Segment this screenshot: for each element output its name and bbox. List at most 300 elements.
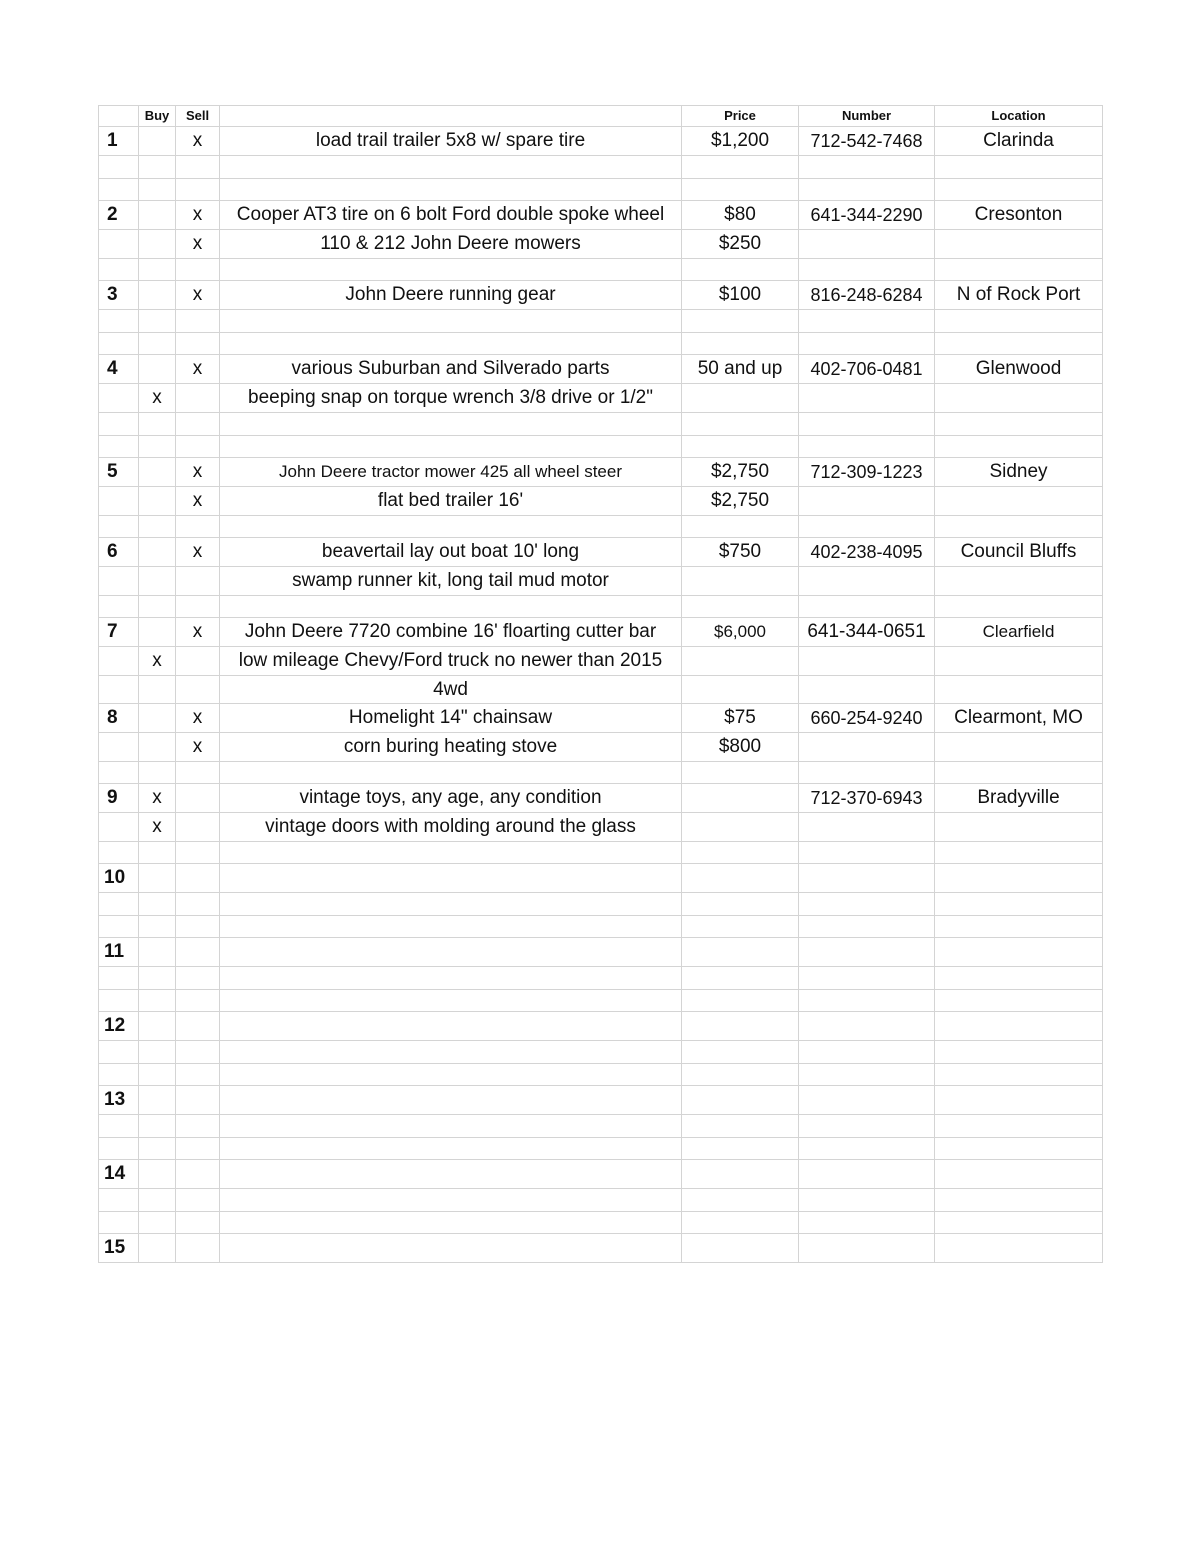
header-cell-number — [99, 106, 139, 127]
location-cell: Cresonton — [935, 201, 1103, 230]
phone-number-cell — [799, 1138, 935, 1160]
entry-number-cell: 12 — [99, 1012, 139, 1041]
sell-mark-cell: x — [176, 733, 220, 762]
description-cell — [220, 516, 682, 538]
entry-number-cell: 7 — [99, 618, 139, 647]
phone-number-cell — [799, 647, 935, 676]
price-cell — [682, 259, 799, 281]
description-cell — [220, 259, 682, 281]
table-row — [99, 1138, 1103, 1160]
buy-mark-cell — [139, 762, 176, 784]
location-cell — [935, 596, 1103, 618]
buy-mark-cell — [139, 676, 176, 704]
table-row — [99, 938, 1103, 967]
description-cell — [220, 436, 682, 458]
phone-number-cell — [799, 1160, 935, 1189]
header-cell-price: Price — [682, 106, 799, 127]
table-row — [99, 990, 1103, 1012]
entry-number-cell — [99, 1064, 139, 1086]
phone-number-cell — [799, 893, 935, 916]
location-cell — [935, 179, 1103, 201]
phone-number-cell: 402-238-4095 — [799, 538, 935, 567]
table-row — [99, 1234, 1103, 1263]
phone-number-cell: 660-254-9240 — [799, 704, 935, 733]
price-cell: 50 and up — [682, 355, 799, 384]
price-cell: $2,750 — [682, 487, 799, 516]
description-cell — [220, 1115, 682, 1138]
sell-mark-cell — [176, 967, 220, 990]
table-row — [99, 1064, 1103, 1086]
price-cell — [682, 1138, 799, 1160]
sell-mark-cell: x — [176, 355, 220, 384]
location-cell — [935, 967, 1103, 990]
sell-mark-cell — [176, 1041, 220, 1064]
price-cell: $800 — [682, 733, 799, 762]
table-row — [99, 1212, 1103, 1234]
sell-mark-cell — [176, 384, 220, 413]
description-cell: swamp runner kit, long tail mud motor — [220, 567, 682, 596]
table-row — [99, 156, 1103, 179]
sell-mark-cell — [176, 259, 220, 281]
entry-number-cell — [99, 259, 139, 281]
entry-number-cell: 2 — [99, 201, 139, 230]
entry-number-cell — [99, 1189, 139, 1212]
sell-mark-cell: x — [176, 487, 220, 516]
description-cell — [220, 1138, 682, 1160]
location-cell: Clearfield — [935, 618, 1103, 647]
phone-number-cell — [799, 1115, 935, 1138]
sell-mark-cell — [176, 1212, 220, 1234]
price-cell — [682, 864, 799, 893]
phone-number-cell — [799, 436, 935, 458]
description-cell: load trail trailer 5x8 w/ spare tire — [220, 127, 682, 156]
location-cell: Glenwood — [935, 355, 1103, 384]
price-cell: $750 — [682, 538, 799, 567]
sell-mark-cell: x — [176, 458, 220, 487]
description-cell: flat bed trailer 16' — [220, 487, 682, 516]
phone-number-cell — [799, 967, 935, 990]
location-cell — [935, 487, 1103, 516]
sell-mark-cell — [176, 1012, 220, 1041]
entry-number-cell: 10 — [99, 864, 139, 893]
location-cell — [935, 516, 1103, 538]
location-cell — [935, 842, 1103, 864]
location-cell — [935, 230, 1103, 259]
phone-number-cell — [799, 762, 935, 784]
price-cell — [682, 384, 799, 413]
description-cell: Cooper AT3 tire on 6 bolt Ford double spoke wheel — [220, 201, 682, 230]
price-cell: $80 — [682, 201, 799, 230]
buy-mark-cell — [139, 1212, 176, 1234]
description-cell: vintage doors with molding around the glass — [220, 813, 682, 842]
location-cell — [935, 990, 1103, 1012]
price-cell: $1,200 — [682, 127, 799, 156]
buy-mark-cell: x — [139, 813, 176, 842]
price-cell — [682, 842, 799, 864]
table-row — [99, 516, 1103, 538]
table-row — [99, 916, 1103, 938]
sell-mark-cell — [176, 436, 220, 458]
entry-number-cell — [99, 567, 139, 596]
buy-mark-cell — [139, 281, 176, 310]
buy-mark-cell — [139, 733, 176, 762]
buy-mark-cell — [139, 156, 176, 179]
phone-number-cell: 816-248-6284 — [799, 281, 935, 310]
price-cell — [682, 647, 799, 676]
sell-mark-cell: x — [176, 704, 220, 733]
price-cell — [682, 156, 799, 179]
buy-mark-cell — [139, 538, 176, 567]
phone-number-cell — [799, 310, 935, 333]
entry-number-cell — [99, 1212, 139, 1234]
entry-number-cell — [99, 916, 139, 938]
table-row — [99, 487, 1103, 516]
location-cell — [935, 1012, 1103, 1041]
sell-mark-cell — [176, 310, 220, 333]
description-cell — [220, 1212, 682, 1234]
header-cell-buy: Buy — [139, 106, 176, 127]
sell-mark-cell — [176, 179, 220, 201]
listings-table-body — [99, 106, 1103, 1263]
price-cell — [682, 893, 799, 916]
buy-mark-cell — [139, 333, 176, 355]
buy-mark-cell — [139, 1086, 176, 1115]
location-cell — [935, 259, 1103, 281]
price-cell — [682, 516, 799, 538]
entry-number-cell — [99, 384, 139, 413]
table-row — [99, 436, 1103, 458]
description-cell — [220, 864, 682, 893]
buy-mark-cell — [139, 1115, 176, 1138]
phone-number-cell: 712-309-1223 — [799, 458, 935, 487]
description-cell: Homelight 14" chainsaw — [220, 704, 682, 733]
price-cell — [682, 967, 799, 990]
entry-number-cell: 5 — [99, 458, 139, 487]
price-cell — [682, 1234, 799, 1263]
description-cell — [220, 1041, 682, 1064]
location-cell: N of Rock Port — [935, 281, 1103, 310]
table-row — [99, 355, 1103, 384]
location-cell — [935, 893, 1103, 916]
sell-mark-cell — [176, 762, 220, 784]
description-cell: 110 & 212 John Deere mowers — [220, 230, 682, 259]
entry-number-cell: 6 — [99, 538, 139, 567]
sell-mark-cell — [176, 864, 220, 893]
table-row — [99, 413, 1103, 436]
phone-number-cell — [799, 938, 935, 967]
description-cell — [220, 762, 682, 784]
phone-number-cell — [799, 1234, 935, 1263]
table-row — [99, 1189, 1103, 1212]
price-cell — [682, 990, 799, 1012]
entry-number-cell — [99, 1041, 139, 1064]
table-row — [99, 1012, 1103, 1041]
entry-number-cell — [99, 676, 139, 704]
entry-number-cell: 4 — [99, 355, 139, 384]
price-cell: $75 — [682, 704, 799, 733]
phone-number-cell — [799, 1086, 935, 1115]
entry-number-cell — [99, 967, 139, 990]
entry-number-cell — [99, 1138, 139, 1160]
entry-number-cell — [99, 230, 139, 259]
location-cell — [935, 864, 1103, 893]
description-cell — [220, 333, 682, 355]
buy-mark-cell — [139, 127, 176, 156]
sell-mark-cell — [176, 1160, 220, 1189]
description-cell — [220, 1012, 682, 1041]
buy-mark-cell — [139, 201, 176, 230]
price-cell — [682, 813, 799, 842]
price-cell: $2,750 — [682, 458, 799, 487]
phone-number-cell — [799, 413, 935, 436]
sell-mark-cell — [176, 1234, 220, 1263]
phone-number-cell — [799, 1041, 935, 1064]
location-cell — [935, 384, 1103, 413]
description-cell — [220, 179, 682, 201]
price-cell — [682, 1041, 799, 1064]
location-cell — [935, 647, 1103, 676]
location-cell: Council Bluffs — [935, 538, 1103, 567]
buy-mark-cell: x — [139, 647, 176, 676]
table-row — [99, 179, 1103, 201]
table-row — [99, 310, 1103, 333]
sell-mark-cell — [176, 842, 220, 864]
phone-number-cell: 712-370-6943 — [799, 784, 935, 813]
table-row — [99, 813, 1103, 842]
header-cell-phone-number: Number — [799, 106, 935, 127]
description-cell: beavertail lay out boat 10' long — [220, 538, 682, 567]
phone-number-cell — [799, 179, 935, 201]
location-cell — [935, 762, 1103, 784]
location-cell: Clearmont, MO — [935, 704, 1103, 733]
phone-number-cell — [799, 916, 935, 938]
description-cell — [220, 413, 682, 436]
sell-mark-cell — [176, 893, 220, 916]
description-cell — [220, 916, 682, 938]
table-row — [99, 201, 1103, 230]
phone-number-cell — [799, 1064, 935, 1086]
location-cell — [935, 1189, 1103, 1212]
price-cell — [682, 413, 799, 436]
sell-mark-cell: x — [176, 127, 220, 156]
entry-number-cell — [99, 733, 139, 762]
location-cell — [935, 567, 1103, 596]
header-cell-sell: Sell — [176, 106, 220, 127]
description-cell — [220, 310, 682, 333]
table-row — [99, 230, 1103, 259]
phone-number-cell — [799, 864, 935, 893]
description-cell: low mileage Chevy/Ford truck no newer than 2015 — [220, 647, 682, 676]
description-cell — [220, 990, 682, 1012]
entry-number-cell: 14 — [99, 1160, 139, 1189]
sell-mark-cell — [176, 647, 220, 676]
buy-mark-cell — [139, 938, 176, 967]
table-row — [99, 127, 1103, 156]
description-cell: John Deere tractor mower 425 all wheel steer — [220, 458, 682, 487]
location-cell — [935, 1115, 1103, 1138]
sell-mark-cell — [176, 1064, 220, 1086]
sell-mark-cell — [176, 413, 220, 436]
buy-mark-cell — [139, 916, 176, 938]
entry-number-cell: 1 — [99, 127, 139, 156]
sell-mark-cell — [176, 1189, 220, 1212]
header-cell-description — [220, 106, 682, 127]
description-cell: corn buring heating stove — [220, 733, 682, 762]
entry-number-cell — [99, 893, 139, 916]
table-row — [99, 1086, 1103, 1115]
buy-mark-cell: x — [139, 784, 176, 813]
description-cell — [220, 1160, 682, 1189]
phone-number-cell: 402-706-0481 — [799, 355, 935, 384]
phone-number-cell — [799, 567, 935, 596]
phone-number-cell — [799, 384, 935, 413]
description-cell — [220, 156, 682, 179]
entry-number-cell — [99, 487, 139, 516]
phone-number-cell — [799, 1212, 935, 1234]
location-cell — [935, 916, 1103, 938]
buy-mark-cell — [139, 259, 176, 281]
table-row — [99, 281, 1103, 310]
table-row — [99, 259, 1103, 281]
location-cell: Clarinda — [935, 127, 1103, 156]
phone-number-cell — [799, 1012, 935, 1041]
entry-number-cell — [99, 813, 139, 842]
buy-mark-cell — [139, 355, 176, 384]
sell-mark-cell — [176, 813, 220, 842]
location-cell — [935, 333, 1103, 355]
sell-mark-cell: x — [176, 230, 220, 259]
header-cell-location: Location — [935, 106, 1103, 127]
table-row — [99, 967, 1103, 990]
phone-number-cell — [799, 733, 935, 762]
table-row — [99, 1160, 1103, 1189]
description-cell: beeping snap on torque wrench 3/8 drive or 1/2" — [220, 384, 682, 413]
phone-number-cell — [799, 487, 935, 516]
entry-number-cell: 11 — [99, 938, 139, 967]
description-cell — [220, 967, 682, 990]
price-cell — [682, 567, 799, 596]
price-cell — [682, 762, 799, 784]
location-cell — [935, 1212, 1103, 1234]
phone-number-cell: 712-542-7468 — [799, 127, 935, 156]
buy-mark-cell — [139, 618, 176, 647]
buy-mark-cell — [139, 596, 176, 618]
entry-number-cell — [99, 647, 139, 676]
sell-mark-cell: x — [176, 201, 220, 230]
location-cell — [935, 1041, 1103, 1064]
table-row — [99, 676, 1103, 704]
description-cell: John Deere running gear — [220, 281, 682, 310]
price-cell — [682, 916, 799, 938]
sell-mark-cell — [176, 567, 220, 596]
table-row — [99, 538, 1103, 567]
buy-mark-cell — [139, 179, 176, 201]
phone-number-cell — [799, 842, 935, 864]
table-row — [99, 333, 1103, 355]
description-cell — [220, 842, 682, 864]
buy-mark-cell — [139, 487, 176, 516]
description-cell — [220, 1086, 682, 1115]
entry-number-cell — [99, 436, 139, 458]
buy-mark-cell — [139, 1064, 176, 1086]
buy-mark-cell — [139, 1160, 176, 1189]
phone-number-cell — [799, 813, 935, 842]
sell-mark-cell: x — [176, 618, 220, 647]
location-cell: Sidney — [935, 458, 1103, 487]
table-row — [99, 618, 1103, 647]
entry-number-cell — [99, 333, 139, 355]
buy-mark-cell — [139, 842, 176, 864]
price-cell: $6,000 — [682, 618, 799, 647]
location-cell — [935, 1138, 1103, 1160]
location-cell — [935, 938, 1103, 967]
phone-number-cell — [799, 333, 935, 355]
entry-number-cell — [99, 842, 139, 864]
entry-number-cell: 9 — [99, 784, 139, 813]
price-cell — [682, 333, 799, 355]
entry-number-cell — [99, 596, 139, 618]
description-cell: various Suburban and Silverado parts — [220, 355, 682, 384]
buy-mark-cell — [139, 230, 176, 259]
table-row — [99, 1115, 1103, 1138]
price-cell — [682, 938, 799, 967]
buy-mark-cell — [139, 864, 176, 893]
sell-mark-cell — [176, 596, 220, 618]
sell-mark-cell — [176, 938, 220, 967]
sell-mark-cell: x — [176, 538, 220, 567]
table-row — [99, 458, 1103, 487]
table-row — [99, 893, 1103, 916]
phone-number-cell — [799, 1189, 935, 1212]
description-cell — [220, 596, 682, 618]
buy-mark-cell — [139, 893, 176, 916]
entry-number-cell — [99, 156, 139, 179]
description-cell: John Deere 7720 combine 16' floarting cutter bar — [220, 618, 682, 647]
entry-number-cell — [99, 1115, 139, 1138]
sell-mark-cell — [176, 784, 220, 813]
phone-number-cell — [799, 990, 935, 1012]
price-cell — [682, 596, 799, 618]
location-cell — [935, 813, 1103, 842]
description-cell — [220, 1234, 682, 1263]
entry-number-cell: 15 — [99, 1234, 139, 1263]
sell-mark-cell — [176, 990, 220, 1012]
table-row — [99, 784, 1103, 813]
price-cell — [682, 1086, 799, 1115]
phone-number-cell: 641-344-2290 — [799, 201, 935, 230]
location-cell — [935, 1064, 1103, 1086]
sell-mark-cell — [176, 156, 220, 179]
buy-mark-cell — [139, 310, 176, 333]
location-cell — [935, 1234, 1103, 1263]
header-row — [99, 106, 1103, 127]
phone-number-cell — [799, 516, 935, 538]
buy-mark-cell — [139, 990, 176, 1012]
sell-mark-cell — [176, 333, 220, 355]
table-row — [99, 567, 1103, 596]
sell-mark-cell — [176, 1115, 220, 1138]
buy-mark-cell — [139, 1012, 176, 1041]
table-row — [99, 704, 1103, 733]
location-cell — [935, 413, 1103, 436]
price-cell — [682, 1064, 799, 1086]
table-row — [99, 647, 1103, 676]
entry-number-cell: 13 — [99, 1086, 139, 1115]
sell-mark-cell — [176, 1138, 220, 1160]
price-cell — [682, 784, 799, 813]
location-cell — [935, 310, 1103, 333]
buy-mark-cell — [139, 458, 176, 487]
